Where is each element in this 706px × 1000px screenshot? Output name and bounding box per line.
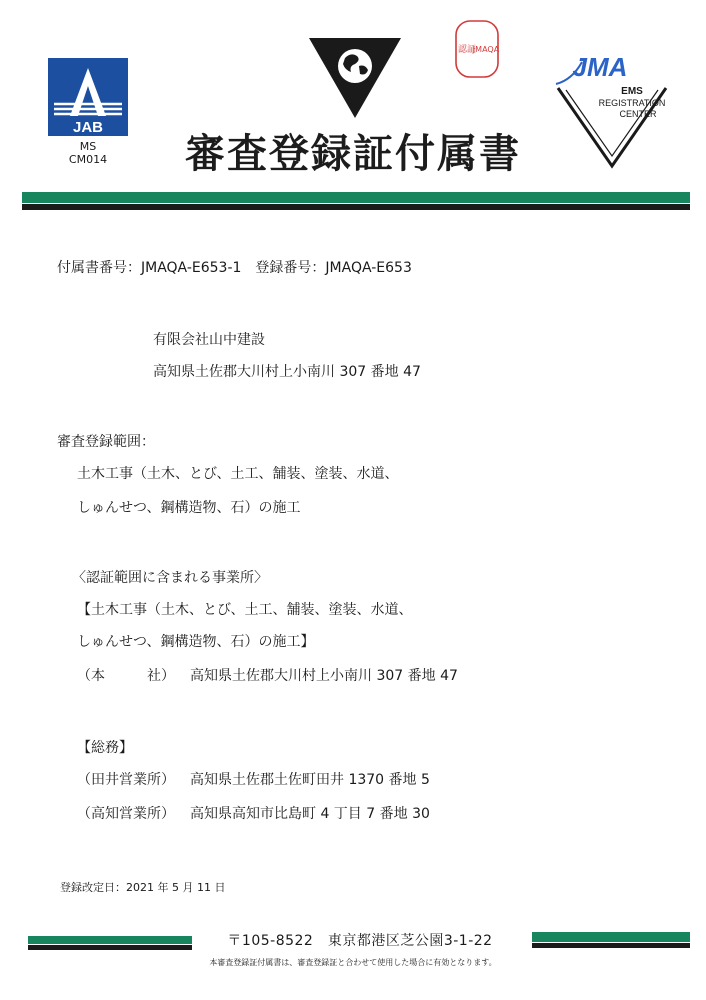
- site-scope-line-2: しゅんせつ、鋼構造物、石）の施工】: [77, 634, 315, 650]
- jab-code-label: CM014: [68, 153, 108, 166]
- revision-date: 登録改定日：2021 年 5 月 11 日: [60, 881, 226, 894]
- jab-ms-label: MS: [79, 140, 97, 153]
- scope-line-2: しゅんせつ、鋼構造物、石）の施工: [77, 500, 301, 516]
- site-scope-line-1: 【土木工事（土木、とび、土工、舗装、塗装、水道、: [77, 602, 413, 618]
- jma-logo-text: JMA: [572, 52, 628, 82]
- jma-center-label: CENTER: [619, 109, 657, 119]
- jma-registration-label: REGISTRATION: [598, 98, 666, 108]
- company-address: 高知県土佐郡大川村上小南川 307 番地 47: [153, 364, 421, 380]
- header-black-bar: [22, 204, 690, 210]
- annex-and-registration-numbers: 付属書番号：JMAQA-E653-1 登録番号：JMAQA-E653: [57, 260, 412, 276]
- registration-seal: [455, 20, 499, 78]
- included-sites-heading: 〈認証範囲に含まれる事業所〉: [72, 570, 268, 586]
- footer-right-green-bar: [532, 932, 690, 942]
- scope-label: 審査登録範囲：: [57, 434, 155, 450]
- head-office-address: 高知県土佐郡大川村上小南川 307 番地 47: [190, 668, 458, 684]
- head-office-label: （本 社）: [77, 668, 175, 684]
- footer-right-black-bar: [532, 943, 690, 948]
- footer-left-black-bar: [28, 945, 192, 950]
- footer-left-green-bar: [28, 936, 192, 944]
- seal-left-text: 認証: [457, 45, 477, 55]
- tai-office-label: （田井営業所）: [77, 772, 175, 788]
- kochi-office-address: 高知県高知市比島町 4 丁目 7 番地 30: [190, 806, 430, 822]
- globe-triangle-emblem: [307, 36, 403, 120]
- jab-logo-text: JAB: [72, 119, 104, 136]
- kochi-office-label: （高知営業所）: [77, 806, 175, 822]
- header-green-bar: [22, 192, 690, 203]
- company-name: 有限会社山中建設: [153, 332, 265, 348]
- validity-note: 本審査登録証付属書は、審査登録証と合わせて使用した場合に有効となります。: [209, 958, 497, 967]
- department-heading: 【総務】: [77, 740, 133, 756]
- jma-ems-label: EMS: [621, 86, 643, 97]
- seal-right-text: JMAQA: [472, 45, 499, 54]
- document-title: 審査登録証付属書: [185, 130, 521, 177]
- scope-line-1: 土木工事（土木、とび、土工、舗装、塗装、水道、: [77, 466, 399, 482]
- tai-office-address: 高知県土佐郡土佐町田井 1370 番地 5: [190, 772, 430, 788]
- issuer-address: 〒105-8522 東京都港区芝公園3-1-22: [227, 933, 493, 949]
